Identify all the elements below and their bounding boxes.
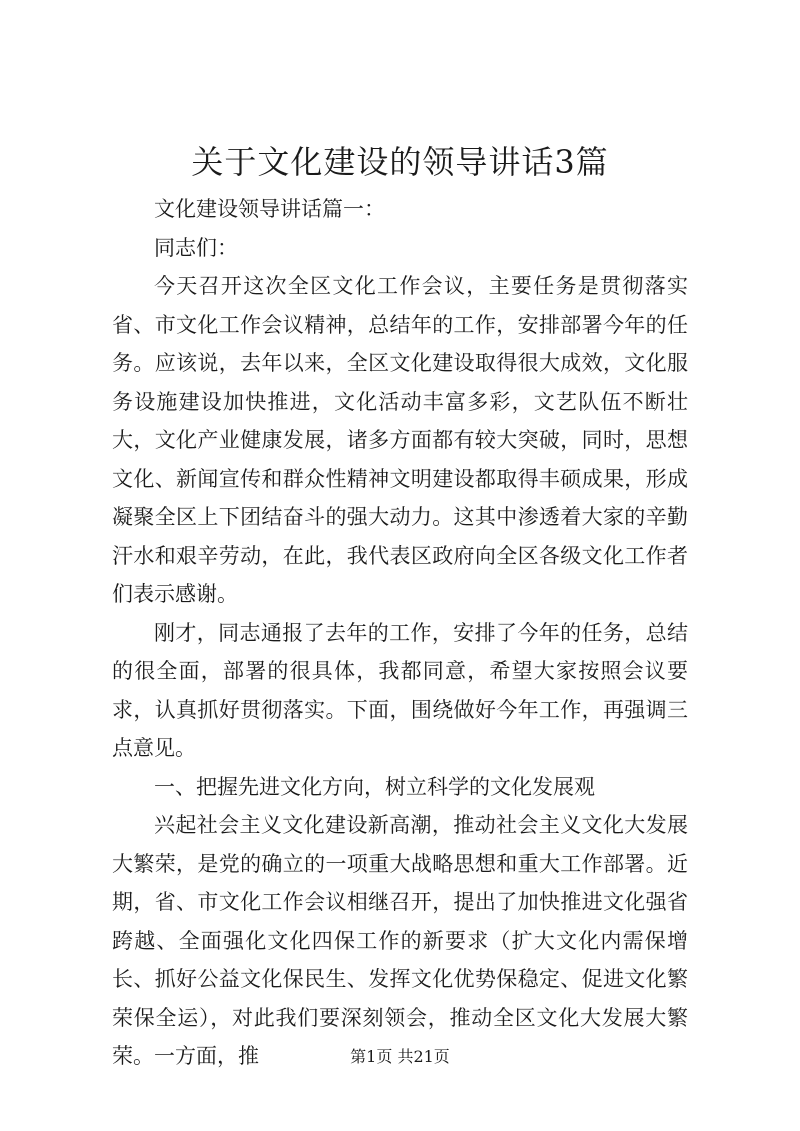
body-paragraph: 今天召开这次全区文化工作会议，主要任务是贯彻落实省、市文化工作会议精神，总结年的工作，安排部署今年的任务。应该说，去年以来，全区文化建设取得很大成效，文化服务设施建设加快推进，文化活动丰富多彩，文艺队伍不断壮大，文化产业健康发展，诸多方面都有较大突破，同时，思想文化、新闻宣传和群众性精神文明建设都取得丰硕成果，形成凝聚全区上下团结奋斗的强大动力。这其中渗透着大家的辛勤汗水和艰辛劳动，在此，我代表区政府向全区各级文化工作者们表示感谢。 — [112, 274, 688, 606]
page-number: 第1页 共21页 — [350, 1047, 450, 1066]
document-body — [112, 190, 688, 1076]
body-paragraph: 刚才，同志通报了去年的工作，安排了今年的任务，总结的很全面，部署的很具体，我都同意，希望大家按照会议要求，认真抓好贯彻落实。下面，围绕做好今年工作，再强调三点意见。 — [112, 620, 688, 760]
salutation: 同志们： — [154, 235, 238, 260]
subsection-heading: 一、把握先进文化方向，树立科学的文化发展观 — [154, 774, 595, 799]
document-title: 关于文化建设的领导讲话3篇 — [191, 143, 609, 181]
body-paragraph: 兴起社会主义文化建设新高潮，推动社会主义文化大发展大繁荣，是党的确立的一项重大战略思想和重大工作部署。近期，省、市文化工作会议相继召开，提出了加快推进文化强省跨越、全面强化文化四保工作的新要求（扩大文化内需保增长、抓好公益文化保民生、发挥文化优势保稳定、促进文化繁荣保全运），对此我们要深刻领会，推动全区文化大发展大繁荣。一方面，推 — [112, 813, 688, 1068]
section-heading: 文化建设领导讲话篇一： — [154, 197, 385, 221]
